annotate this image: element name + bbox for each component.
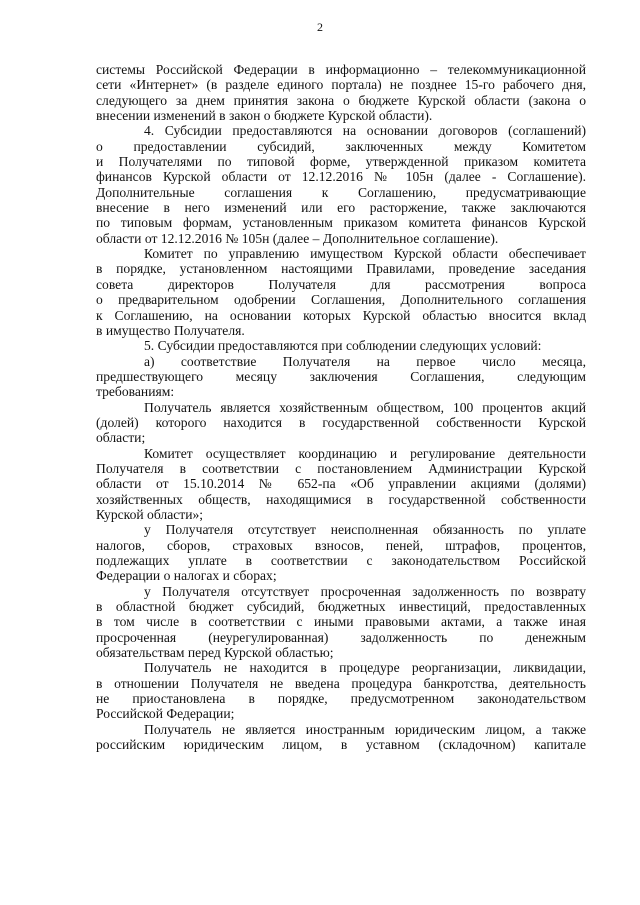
text-line: области от 12.12.2016 № 105н (далее – Дополнительное соглашение). xyxy=(96,230,499,246)
text-line: области от 15.10.2014 № 652-па «Об управлении акциями (долями) xyxy=(96,476,586,492)
text-line: Федерации о налогах и сборах; xyxy=(96,568,277,584)
text-line: внесение в него изменений или его расторжение, также заключаются xyxy=(96,200,586,216)
text-line: о предоставлении субсидий, заключенных между Комитетом xyxy=(96,138,586,154)
text-line: Комитет по управлению имуществом Курской области обеспечивает xyxy=(144,246,586,262)
text-line: обязательствам перед Курской областью; xyxy=(96,645,334,661)
paragraph-requirement-ownership xyxy=(96,400,586,446)
text-line: Получатель не является иностранным юридическим лицом, а также xyxy=(144,721,586,737)
paragraph-requirement-reorganization xyxy=(96,660,586,721)
text-line: Получатель является хозяйственным обществом, 100 процентов акций xyxy=(144,399,586,415)
text-line: Курской области»; xyxy=(96,506,204,522)
text-line: 5. Субсидии предоставляются при соблюдении следующих условий: xyxy=(144,338,542,354)
text-line: у Получателя отсутствует неисполненная обязанность по уплате xyxy=(144,522,586,538)
text-line: внесении изменений в закон о бюджете Курской области). xyxy=(96,108,433,124)
document-body xyxy=(96,62,586,752)
text-line: области; xyxy=(96,430,146,446)
paragraph-continuation xyxy=(96,62,586,123)
text-line: в том числе в соответствии с иными правовыми актами, а также иная xyxy=(96,614,586,630)
text-line: в отношении Получателя не введена процедура банкротства, деятельность xyxy=(96,675,586,691)
paragraph-item-4 xyxy=(96,123,586,246)
paragraph-item-5 xyxy=(96,338,586,353)
text-line: по типовым формам, установленным приказом комитета финансов Курской xyxy=(96,215,586,231)
text-line: о предварительном одобрении Соглашения, Дополнительного соглашения xyxy=(96,292,586,308)
text-line: в порядке, установленном настоящими Правилами, проведение заседания xyxy=(96,261,586,277)
text-line: Получатель не находится в процедуре реорганизации, ликвидации, xyxy=(144,660,586,676)
text-line: 4. Субсидии предоставляются на основании договоров (соглашений) xyxy=(144,123,586,139)
text-line: подлежащих уплате в соответствии с законодательством Российской xyxy=(96,553,586,568)
paragraph-requirement-foreign-entity xyxy=(96,722,586,753)
text-line: требованиям: xyxy=(96,384,175,400)
paragraph-property-committee xyxy=(96,246,586,338)
text-line: предшествующего месяцу заключения Соглашения, следующим xyxy=(96,368,586,384)
text-line: в областной бюджет субсидий, бюджетных инвестиций, предоставленных xyxy=(96,599,586,615)
text-line: Комитет осуществляет координацию и регулирование деятельности xyxy=(144,445,586,461)
text-line: Дополнительные соглашения к Соглашению, предусматривающие xyxy=(96,184,586,200)
text-line: а) соответствие Получателя на первое число месяца, xyxy=(144,353,586,369)
text-line: Российской Федерации; xyxy=(96,706,235,722)
text-line: хозяйственных обществ, находящимися в государственной собственности xyxy=(96,491,586,507)
text-line: в имущество Получателя. xyxy=(96,322,245,338)
paragraph-requirement-coordination xyxy=(96,446,586,523)
text-line: не приостановлена в порядке, предусмотренном законодательством xyxy=(96,691,586,707)
paragraph-subitem-a xyxy=(96,354,586,400)
paragraph-requirement-debt xyxy=(96,584,586,661)
text-line: следующего за днем принятия закона о бюджете Курской области (закона о xyxy=(96,92,586,108)
text-line: совета директоров Получателя для рассмотрения вопроса xyxy=(96,276,586,292)
text-line: сети «Интернет» (в разделе единого портала) не позднее 15-го рабочего дня, xyxy=(96,77,586,93)
paragraph-requirement-taxes xyxy=(96,522,586,583)
text-line: финансов Курской области от 12.12.2016 № 105н (далее - Соглашение). xyxy=(96,169,586,185)
text-line: и Получателями по типовой форме, утвержденной приказом комитета xyxy=(96,154,586,170)
text-line: налогов, сборов, страховых взносов, пеней, штрафов, процентов, xyxy=(96,537,586,553)
text-line: Получателя в соответствии с постановлением Администрации Курской xyxy=(96,460,586,476)
text-line: (долей) которого находится в государственной собственности Курской xyxy=(96,414,586,430)
text-line: у Получателя отсутствует просроченная задолженность по возврату xyxy=(144,583,586,599)
text-line: системы Российской Федерации в информационно – телекоммуникационной xyxy=(96,62,586,77)
text-line: к Соглашению, на основании которых Курской областью вносится вклад xyxy=(96,307,586,323)
text-line: российским юридическим лицом, в уставном (складочном) капитале xyxy=(96,737,586,753)
page-number: 2 xyxy=(317,20,323,34)
text-line: просроченная (неурегулированная) задолженность по денежным xyxy=(96,629,586,645)
